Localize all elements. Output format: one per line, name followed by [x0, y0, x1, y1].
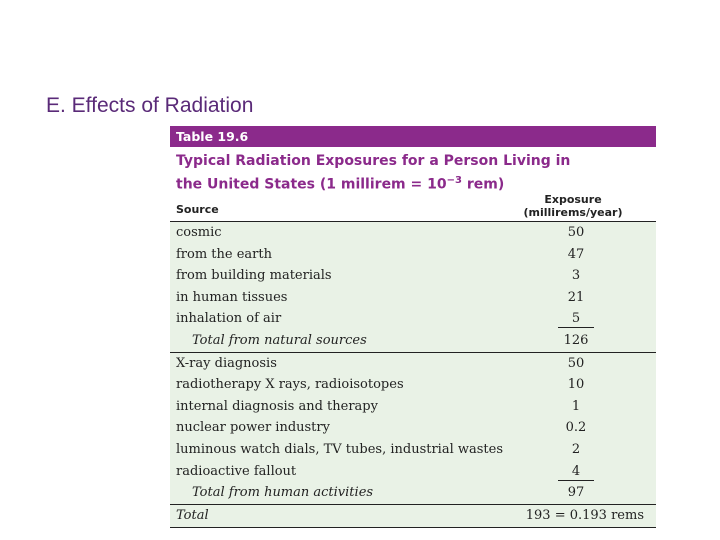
table-row [170, 461, 656, 483]
row-value: 3 [571, 268, 581, 284]
row-value: 4 [558, 464, 594, 481]
grand-total-value: 193 = 0.193 rems [525, 507, 644, 523]
row-source: X-ray diagnosis [176, 355, 277, 371]
source-column-header: Source [176, 203, 219, 216]
caption-line-2-pre: the United States (1 millirem = 10 [176, 176, 447, 193]
column-headers [170, 191, 656, 222]
exposure-header-line-1: Exposure [544, 193, 602, 206]
row-value-wrap [536, 461, 616, 483]
caption-exponent: −3 [446, 175, 462, 186]
caption-line-1: Typical Radiation Exposures for a Person Living in [176, 153, 571, 169]
grand-total-row [170, 504, 656, 528]
row-source: in human tissues [176, 289, 288, 305]
subtotal-value: 97 [567, 485, 585, 501]
slide-title: E. Effects of Radiation [46, 94, 254, 117]
row-value: 1 [571, 398, 581, 414]
table-row [170, 222, 656, 244]
row-source: internal diagnosis and therapy [176, 398, 378, 414]
table-row [170, 417, 656, 439]
subtotal-label: Total from natural sources [192, 332, 367, 348]
table-row [170, 374, 656, 396]
table-row [170, 265, 656, 287]
radiation-exposure-table [170, 126, 656, 528]
exposure-column-header [518, 193, 628, 219]
row-value: 5 [558, 311, 594, 328]
row-value: 0.2 [565, 420, 587, 436]
row-source: luminous watch dials, TV tubes, industrial wastes [176, 441, 504, 457]
table-row [170, 308, 656, 330]
table-row [170, 396, 656, 418]
row-value: 50 [567, 355, 585, 371]
table-row [170, 352, 656, 375]
subtotal-row-human [170, 482, 656, 504]
table-number: Table 19.6 [170, 126, 656, 147]
table-caption [170, 147, 656, 191]
caption-line-2-post: rem) [461, 176, 505, 193]
grand-total-label: Total [176, 507, 209, 523]
row-source: radiotherapy X rays, radioisotopes [176, 377, 404, 393]
row-source: inhalation of air [176, 311, 282, 327]
table-row [170, 439, 656, 461]
exposure-header-line-2: (millirems/year) [523, 206, 623, 219]
row-source: cosmic [176, 225, 222, 240]
row-source: from building materials [176, 268, 332, 284]
row-source: nuclear power industry [176, 420, 330, 436]
row-value: 50 [567, 225, 585, 240]
row-value-wrap [536, 308, 616, 330]
subtotal-label: Total from human activities [192, 485, 374, 501]
row-value: 47 [567, 246, 585, 262]
row-source: from the earth [176, 246, 272, 262]
row-value: 10 [567, 377, 585, 393]
subtotal-value: 126 [563, 332, 589, 348]
table-body [170, 222, 656, 504]
row-value: 2 [571, 441, 581, 457]
table-row [170, 244, 656, 266]
subtotal-row-natural [170, 330, 656, 352]
row-value: 21 [567, 289, 585, 305]
row-source: radioactive fallout [176, 463, 297, 479]
table-row [170, 287, 656, 309]
